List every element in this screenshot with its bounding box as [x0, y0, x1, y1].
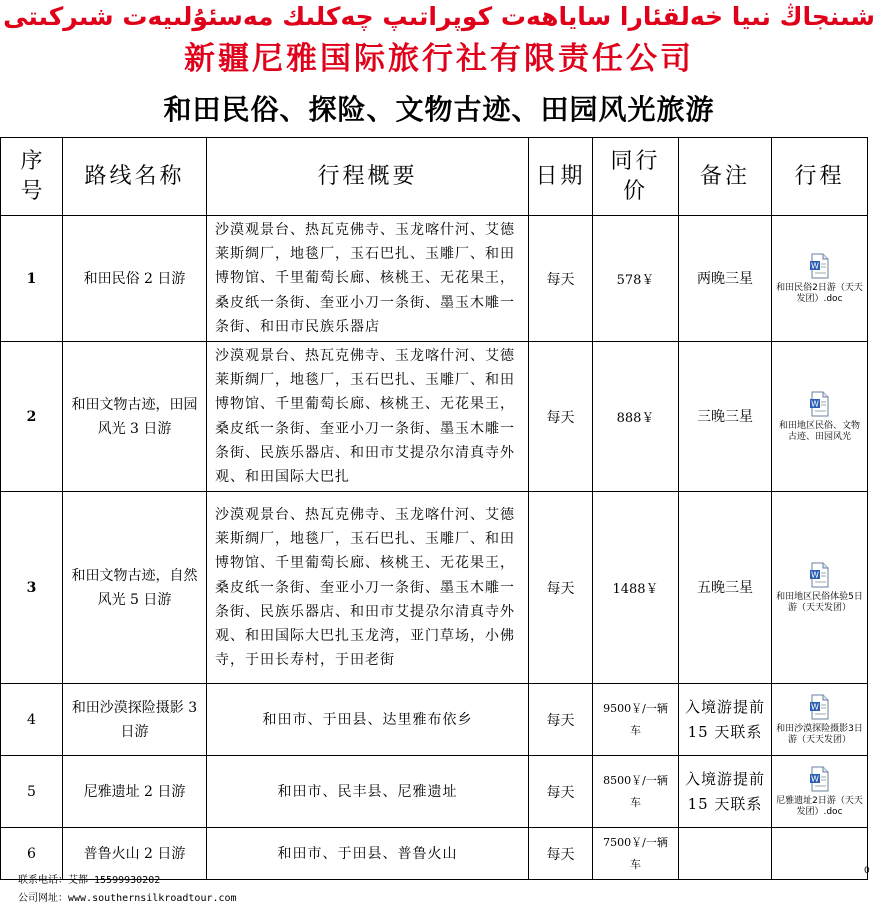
table-row — [1, 342, 868, 492]
row-no: 3 — [1, 492, 63, 684]
word-document-icon — [809, 562, 831, 588]
table-row — [1, 216, 868, 342]
route-note — [679, 828, 772, 880]
header-summary: 行程概要 — [207, 138, 529, 216]
table-row — [1, 684, 868, 756]
itinerary-cell — [772, 216, 868, 342]
route-name: 尼雅遗址 2 日游 — [63, 756, 207, 828]
itinerary-cell — [772, 684, 868, 756]
route-name: 和田文物古迹，自然风光 5 日游 — [63, 492, 207, 684]
route-name: 普鲁火山 2 日游 — [63, 828, 207, 880]
route-date: 每天 — [529, 492, 593, 684]
itinerary-cell — [772, 492, 868, 684]
svg-text:W: W — [810, 774, 819, 784]
itinerary-doc-attachment[interactable] — [772, 694, 867, 746]
route-note: 五晚三星 — [679, 492, 772, 684]
route-summary: 和田市、民丰县、尼雅遗址 — [207, 756, 529, 828]
header-no: 序号 — [1, 138, 63, 216]
route-summary: 沙漠观景台、热瓦克佛寺、玉龙喀什河、艾德莱斯绸厂，地毯厂，玉石巴扎、玉雕厂、和田博物馆、千里葡萄长廊、核桃王、无花果王，桑皮纸一条街、奎亚小刀一条街、墨玉木雕一条街、民族乐器店、和田市艾提尕尔清真寺外观、和田国际大巴扎玉龙湾，亚门草场，小佛寺，于田长寿村，于田老街 — [207, 492, 529, 684]
itinerary-doc-label: 和田地区民俗、文物古迹、田园风光 — [778, 420, 860, 442]
route-price: 8500￥/一辆车 — [593, 756, 679, 828]
itinerary-cell — [772, 756, 868, 828]
corner-mark: 0 — [864, 866, 870, 876]
header-note: 备注 — [679, 138, 772, 216]
route-note: 三晚三星 — [679, 342, 772, 492]
page-subtitle: 和田民俗、探险、文物古迹、田园风光旅游 — [163, 93, 715, 126]
itinerary-doc-attachment[interactable] — [772, 253, 867, 305]
tour-routes-table — [0, 137, 868, 880]
route-summary: 沙漠观景台、热瓦克佛寺、玉龙喀什河、艾德莱斯绸厂，地毯厂，玉石巴扎、玉雕厂、和田博物馆、千里葡萄长廊、核桃王、无花果王，桑皮纸一条街、奎亚小刀一条街、墨玉木雕一条街、民族乐器店、和田市艾提尕尔清真寺外观、和田国际大巴扎 — [207, 342, 529, 492]
route-date: 每天 — [529, 756, 593, 828]
route-summary: 和田市、于田县、达里雅布依乡 — [207, 684, 529, 756]
footer-website[interactable]: 公司网址：www.southernsilkroadtour.com — [18, 893, 237, 904]
row-no: 6 — [1, 828, 63, 880]
table-header-row — [1, 138, 868, 216]
svg-text:W: W — [810, 702, 819, 712]
itinerary-cell — [772, 828, 868, 880]
company-name-uyghur: شىنجاڭ نىيا خەلقئارا ساياھەت كوپراتىپ چەكلىك مەسئۇلىيەت شىركىتى — [3, 2, 875, 31]
row-no: 4 — [1, 684, 63, 756]
svg-text:W: W — [810, 399, 819, 409]
row-no: 5 — [1, 756, 63, 828]
itinerary-doc-label: 尼雅遗址2日游（天天发团）.doc — [776, 795, 863, 817]
svg-text:W: W — [810, 261, 819, 270]
header-route: 路线名称 — [63, 138, 207, 216]
route-date: 每天 — [529, 342, 593, 492]
word-document-icon — [809, 694, 831, 720]
header-price: 同行价 — [593, 138, 679, 216]
route-price: 578￥ — [593, 216, 679, 342]
company-name-chinese: 新疆尼雅国际旅行社有限责任公司 — [184, 41, 694, 77]
header-date: 日期 — [529, 138, 593, 216]
itinerary-doc-label: 和田沙漠探险摄影3日游（天天发团） — [776, 723, 863, 745]
row-no: 2 — [1, 342, 63, 492]
itinerary-doc-label: 和田民俗2日游（天天发团）.doc — [776, 282, 863, 304]
itinerary-doc-label: 和田地区民俗体验5日游（天天发团） — [776, 591, 863, 613]
route-name: 和田文物古迹，田园风光 3 日游 — [63, 342, 207, 492]
word-document-icon — [809, 766, 831, 792]
word-document-icon — [809, 391, 831, 417]
route-note: 入境游提前 15 天联系 — [679, 756, 772, 828]
route-name: 和田民俗 2 日游 — [63, 216, 207, 342]
route-price: 888￥ — [593, 342, 679, 492]
route-date: 每天 — [529, 828, 593, 880]
route-note: 两晚三星 — [679, 216, 772, 342]
route-price: 9500￥/一辆车 — [593, 684, 679, 756]
footer-contact: 联系电话：艾都 15599930202 — [18, 875, 161, 886]
itinerary-doc-attachment[interactable] — [772, 391, 867, 443]
route-note: 入境游提前 15 天联系 — [679, 684, 772, 756]
route-price: 1488￥ — [593, 492, 679, 684]
table-row — [1, 756, 868, 828]
table-row — [1, 492, 868, 684]
header-itinerary: 行程 — [772, 138, 868, 216]
itinerary-doc-attachment[interactable] — [772, 766, 867, 818]
route-summary: 和田市、于田县、普鲁火山 — [207, 828, 529, 880]
route-date: 每天 — [529, 216, 593, 342]
row-no: 1 — [1, 216, 63, 342]
word-document-icon — [809, 253, 831, 279]
route-price: 7500￥/一辆车 — [593, 828, 679, 880]
route-date: 每天 — [529, 684, 593, 756]
route-summary: 沙漠观景台、热瓦克佛寺、玉龙喀什河、艾德莱斯绸厂，地毯厂，玉石巴扎、玉雕厂、和田博物馆、千里葡萄长廊、核桃王、无花果王，桑皮纸一条街、奎亚小刀一条街、墨玉木雕一条街、和田市民族乐器店 — [207, 216, 529, 342]
route-name: 和田沙漠探险摄影 3 日游 — [63, 684, 207, 756]
svg-text:W: W — [810, 570, 819, 580]
itinerary-cell — [772, 342, 868, 492]
itinerary-doc-attachment[interactable] — [772, 562, 867, 614]
